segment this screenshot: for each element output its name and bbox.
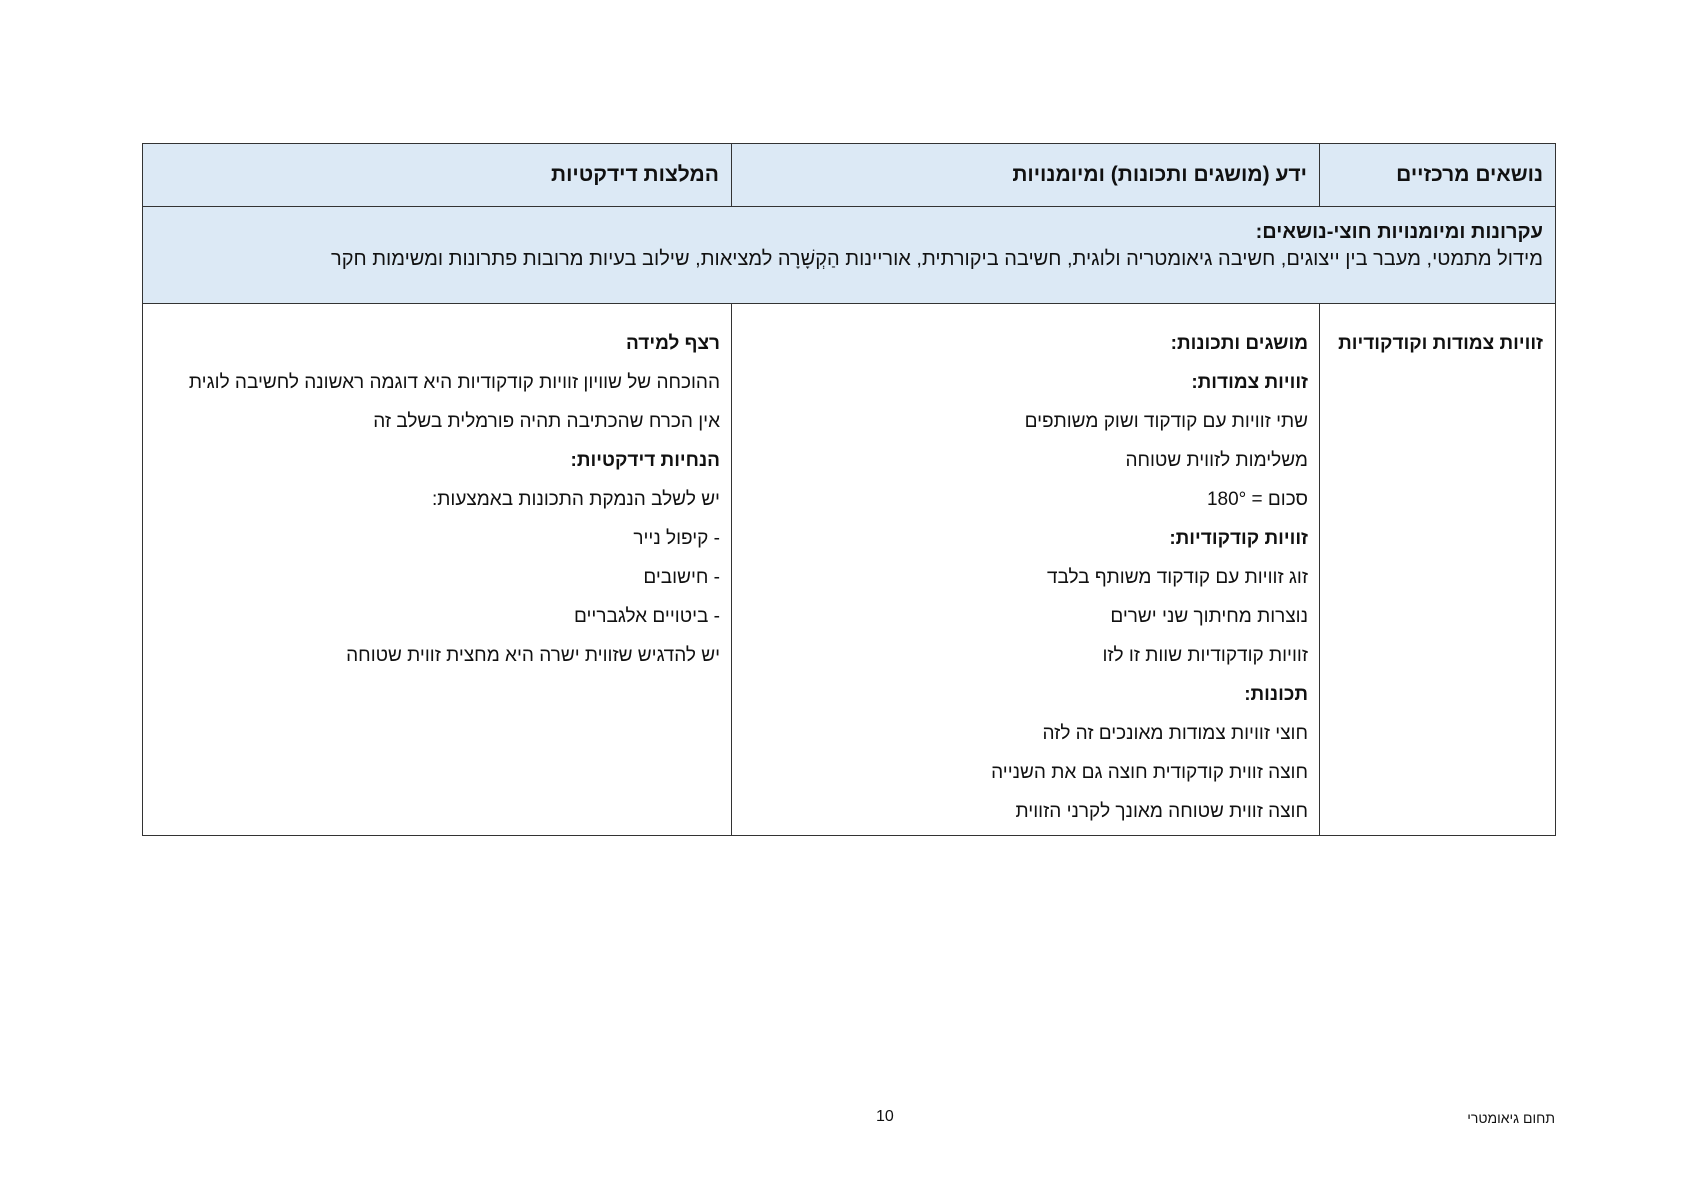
didactic-line: - קיפול נייר bbox=[633, 528, 720, 549]
header-knowledge: ידע (מושגים ותכונות) ומיומנויות bbox=[732, 144, 1320, 207]
knowledge-cell bbox=[732, 304, 1320, 836]
didactic-line: אין הכרח שהכתיבה תהיה פורמלית בשלב זה bbox=[373, 411, 720, 432]
page-number: 10 bbox=[876, 1108, 894, 1125]
knowledge-line: חוצי זוויות צמודות מאונכים זה לזה bbox=[1042, 723, 1308, 744]
didactic-line: - חישובים bbox=[643, 567, 720, 588]
didactic-cell bbox=[143, 304, 732, 836]
knowledge-line: סכום = 180° bbox=[1206, 489, 1308, 510]
didactic-line: הנחיות דידקטיות: bbox=[570, 450, 720, 471]
knowledge-line: מושגים ותכונות: bbox=[1170, 333, 1308, 354]
didactic-line: ההוכחה של שוויון זוויות קודקודיות היא דוגמה ראשונה לחשיבה לוגית bbox=[188, 372, 720, 393]
table-row bbox=[143, 304, 1556, 836]
didactic-line: - ביטויים אלגבריים bbox=[573, 606, 720, 627]
knowledge-line: זוויות קודקודיות שוות זו לזו bbox=[1102, 645, 1308, 666]
topic-cell: זוויות צמודות וקודקודיות bbox=[1320, 304, 1556, 836]
knowledge-line: נוצרות מחיתוך שני ישרים bbox=[1110, 606, 1308, 627]
knowledge-line: זוג זוויות עם קודקוד משותף בלבד bbox=[1046, 567, 1308, 588]
header-topics: נושאים מרכזיים bbox=[1320, 144, 1556, 207]
header-didactic: המלצות דידקטיות bbox=[143, 144, 732, 207]
didactic-line: יש להדגיש שזווית ישרה היא מחצית זווית שטוחה bbox=[346, 645, 720, 666]
cross-topic-text: מידול מתמטי, מעבר בין ייצוגים, חשיבה גיאומטריה ולוגית, חשיבה ביקורתית, אוריינות הַקְשָׁרָה למציאות, שילוב בעיות מרובות פתרונות ומשימות חקר bbox=[331, 248, 1543, 270]
didactic-line: רצף למידה bbox=[626, 333, 720, 354]
knowledge-line: זוויות צמודות: bbox=[1191, 372, 1308, 393]
footer-section-title: תחום גיאומטרי bbox=[1467, 1110, 1555, 1126]
curriculum-table bbox=[142, 143, 1556, 836]
table-header-row bbox=[143, 144, 1556, 207]
cross-topic-title: עקרונות ומיומנויות חוצי-נושאים: bbox=[1255, 221, 1543, 243]
knowledge-line: זוויות קודקודיות: bbox=[1169, 528, 1308, 549]
cross-topic-row bbox=[143, 207, 1556, 304]
knowledge-line: תכונות: bbox=[1244, 684, 1308, 705]
knowledge-line: חוצה זווית קודקודית חוצה גם את השנייה bbox=[991, 762, 1308, 783]
knowledge-line: שתי זוויות עם קודקוד ושוק משותפים bbox=[1024, 411, 1308, 432]
knowledge-line: חוצה זווית שטוחה מאונך לקרני הזווית bbox=[1015, 801, 1308, 822]
didactic-line: יש לשלב הנמקת התכונות באמצעות: bbox=[432, 489, 720, 510]
knowledge-line: משלימות לזווית שטוחה bbox=[1125, 450, 1308, 471]
cross-topic-cell bbox=[143, 207, 1556, 304]
